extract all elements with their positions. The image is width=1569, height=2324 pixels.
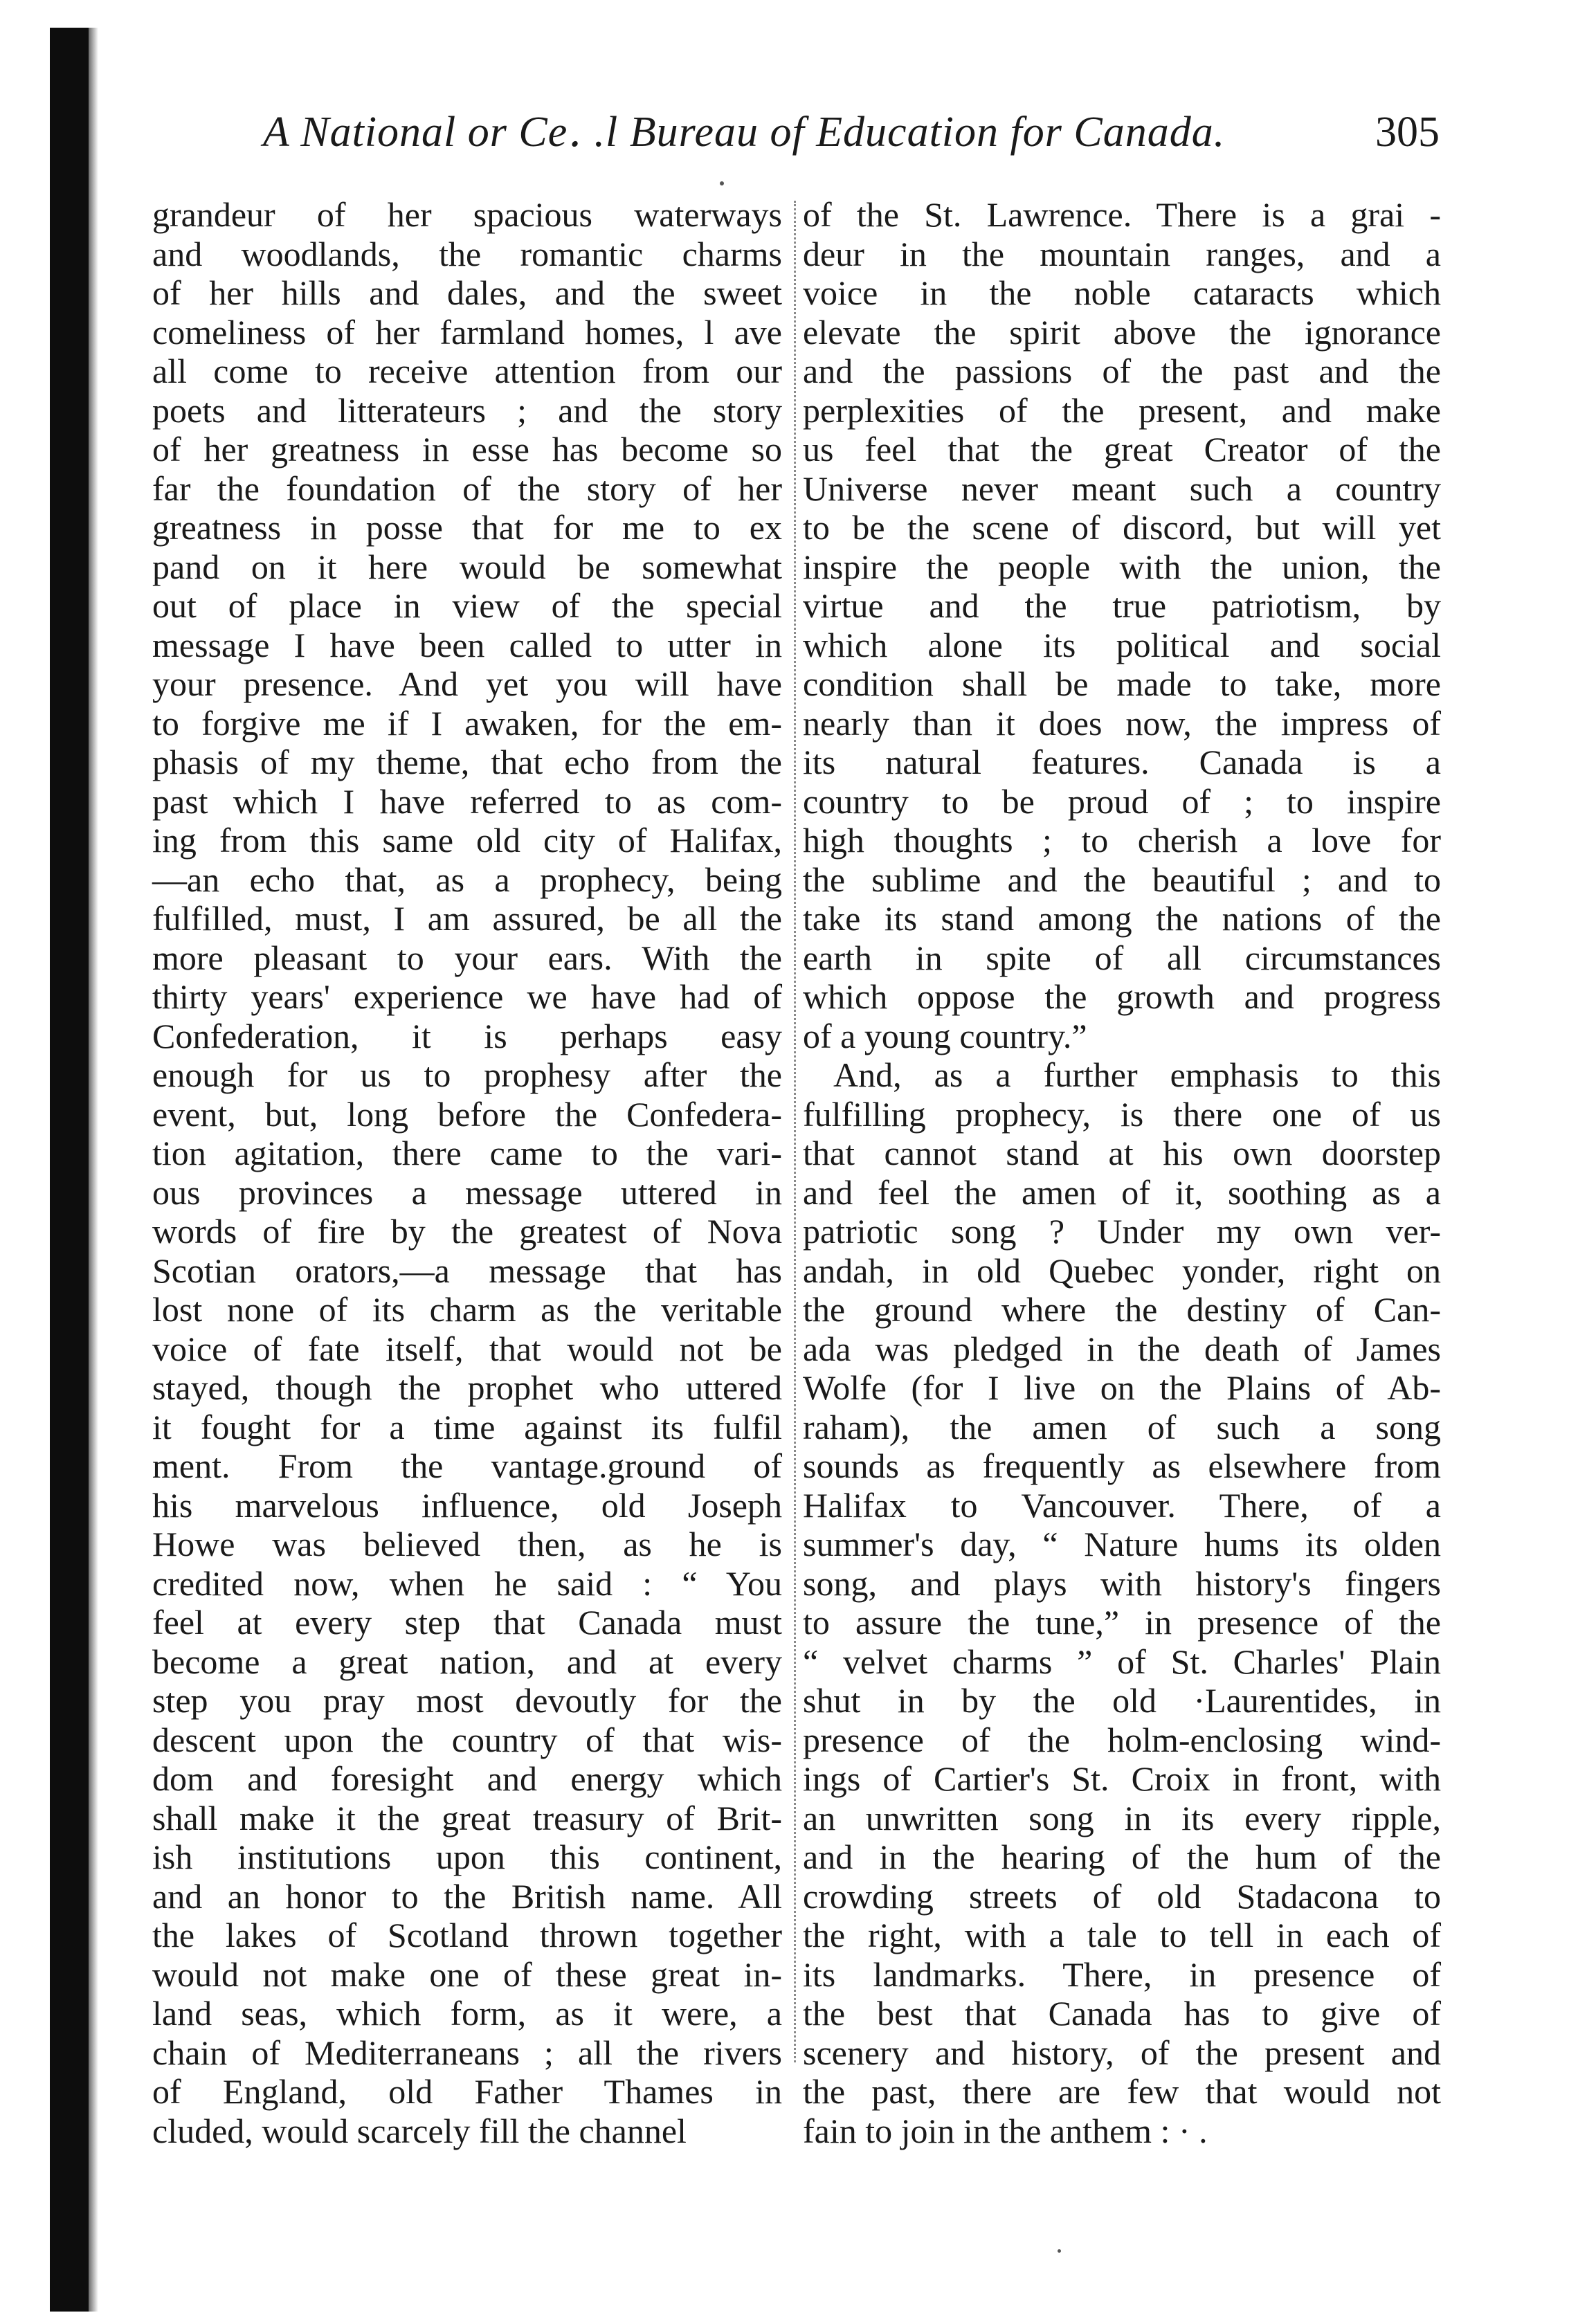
print-speck xyxy=(720,181,724,185)
text-line: fain to join in the anthem : · . xyxy=(803,2111,1208,2150)
text-line: its natural features. Canada is a xyxy=(803,743,1441,781)
text-line: words of fire by the greatest of Nova xyxy=(152,1212,782,1251)
text-line: to be the scene of discord, but will yet xyxy=(803,508,1441,547)
text-line: would not make one of these great in- xyxy=(152,1954,782,1994)
text-line: Halifax to Vancouver. There, of a xyxy=(803,1485,1441,1525)
text-line: far the foundation of the story of her xyxy=(152,469,782,508)
text-line: chain of Mediterraneans ; all the rivers xyxy=(152,2033,782,2072)
text-line: virtue and the true patriotism, by xyxy=(803,586,1441,625)
text-line: which alone its political and social xyxy=(803,625,1441,664)
text-line: voice of fate itself, that would not be xyxy=(152,1329,782,1368)
text-line: presence of the holm-enclosing wind- xyxy=(803,1720,1441,1759)
text-line: perplexities of the present, and make xyxy=(803,390,1441,430)
text-line: to forgive me if I awaken, for the em- xyxy=(152,703,782,743)
text-line: us feel that the great Creator of the xyxy=(803,430,1441,469)
right-text-column xyxy=(803,195,1441,2150)
text-line: of a young country.” xyxy=(803,1016,1087,1055)
running-title: A National or Ce․ .l Bureau of Education for Canada. xyxy=(263,109,1226,156)
text-line: deur in the mountain ranges, and a xyxy=(803,234,1441,273)
text-line: fulfilling prophecy, is there one of us xyxy=(803,1094,1441,1134)
text-line: greatness in posse that for me to ex xyxy=(152,508,782,547)
text-line: lost none of its charm as the veritable xyxy=(152,1290,782,1329)
text-line: song, and plays with history's fingers xyxy=(803,1563,1441,1603)
text-line: become a great nation, and at every xyxy=(152,1642,782,1681)
text-line: and an honor to the British name. All xyxy=(152,1876,782,1916)
print-speck xyxy=(1058,2249,1061,2253)
text-line: step you pray most devoutly for the xyxy=(152,1681,782,1720)
text-line: the past, there are few that would not xyxy=(803,2072,1441,2111)
text-line: And, as a further emphasis to this xyxy=(833,1055,1441,1094)
text-line: high thoughts ; to cherish a love for xyxy=(803,821,1441,860)
text-line: grandeur of her spacious waterways xyxy=(152,195,782,234)
text-line: dom and foresight and energy which xyxy=(152,1759,782,1798)
text-line: fulfilled, must, I am assured, be all the xyxy=(152,899,782,938)
left-text-column xyxy=(152,195,782,2150)
text-line: nearly than it does now, the impress of xyxy=(803,703,1441,743)
text-line: shall make it the great treasury of Brit- xyxy=(152,1798,782,1837)
text-line: stayed, though the prophet who uttered xyxy=(152,1368,782,1407)
text-line: credited now, when he said : “ You xyxy=(152,1563,782,1603)
text-line: and in the hearing of the hum of the xyxy=(803,1837,1441,1876)
text-line: earth in spite of all circumstances xyxy=(803,938,1441,977)
page-binding-edge xyxy=(50,28,89,2312)
text-line: it fought for a time against its fulfil xyxy=(152,1407,782,1446)
text-line: of her greatness in esse has become so xyxy=(152,430,782,469)
text-line: the best that Canada has to give of xyxy=(803,1994,1441,2033)
text-line: Scotian orators,—a message that has xyxy=(152,1251,782,1290)
text-line: an unwritten song in its every ripple, xyxy=(803,1798,1441,1837)
text-line: condition shall be made to take, more xyxy=(803,664,1441,703)
text-line: “ velvet charms ” of St. Charles' Plain xyxy=(803,1642,1441,1681)
text-line: thirty years' experience we have had of xyxy=(152,977,782,1016)
text-line: land seas, which form, as it were, a xyxy=(152,1994,782,2033)
text-line: its landmarks. There, in presence of xyxy=(803,1954,1441,1994)
text-line: comeliness of her farmland homes, l ave xyxy=(152,312,782,352)
text-line: summer's day, “ Nature hums its olden xyxy=(803,1525,1441,1563)
text-line: poets and litterateurs ; and the story xyxy=(152,390,782,430)
text-line: message I have been called to utter in xyxy=(152,625,782,664)
text-line: —an echo that, as a prophecy, being xyxy=(152,860,782,899)
text-line: Howe was believed then, as he is xyxy=(152,1525,782,1563)
text-line: crowding streets of old Stadacona to xyxy=(803,1876,1441,1916)
text-line: out of place in view of the special xyxy=(152,586,782,625)
text-line: ous provinces a message uttered in xyxy=(152,1172,782,1212)
page-number: 305 xyxy=(1375,109,1440,156)
text-line: elevate the spirit above the ignorance xyxy=(803,312,1441,352)
text-line: country to be proud of ; to inspire xyxy=(803,781,1441,821)
text-line: his marvelous influence, old Joseph xyxy=(152,1485,782,1525)
text-line: phasis of my theme, that echo from the xyxy=(152,743,782,781)
text-line: to assure the tune,” in presence of the xyxy=(803,1603,1441,1642)
text-line: more pleasant to your ears. With the xyxy=(152,938,782,977)
text-line: inspire the people with the union, the xyxy=(803,547,1441,586)
text-line: and feel the amen of it, soothing as a xyxy=(803,1172,1441,1212)
text-line: Universe never meant such a country xyxy=(803,469,1441,508)
column-divider xyxy=(794,201,796,2062)
text-line: sounds as frequently as elsewhere from xyxy=(803,1446,1441,1485)
text-line: which oppose the growth and progress xyxy=(803,977,1441,1016)
text-line: voice in the noble cataracts which xyxy=(803,273,1441,312)
text-line: that cannot stand at his own doorstep xyxy=(803,1134,1441,1172)
text-line: and the passions of the past and the xyxy=(803,352,1441,390)
text-line: Confederation, it is perhaps easy xyxy=(152,1016,782,1055)
running-header xyxy=(263,101,1440,163)
text-line: take its stand among the nations of the xyxy=(803,899,1441,938)
text-line: enough for us to prophesy after the xyxy=(152,1055,782,1094)
text-line: tion agitation, there came to the vari- xyxy=(152,1134,782,1172)
text-line: of her hills and dales, and the sweet xyxy=(152,273,782,312)
text-line: patriotic song ? Under my own ver- xyxy=(803,1212,1441,1251)
text-line: cluded, would scarcely fill the channel xyxy=(152,2111,687,2150)
text-line: the right, with a tale to tell in each of xyxy=(803,1916,1441,1954)
text-line: event, but, long before the Confedera- xyxy=(152,1094,782,1134)
text-line: ada was pledged in the death of James xyxy=(803,1329,1441,1368)
text-line: of the St. Lawrence. There is a grai - xyxy=(803,195,1441,234)
text-line: ing from this same old city of Halifax, xyxy=(152,821,782,860)
text-line: all come to receive attention from our xyxy=(152,352,782,390)
text-line: the lakes of Scotland thrown together xyxy=(152,1916,782,1954)
text-line: and woodlands, the romantic charms xyxy=(152,234,782,273)
text-line: ment. From the vantage.ground of xyxy=(152,1446,782,1485)
text-line: your presence. And yet you will have xyxy=(152,664,782,703)
text-line: feel at every step that Canada must xyxy=(152,1603,782,1642)
text-line: the ground where the destiny of Can- xyxy=(803,1290,1441,1329)
text-line: the sublime and the beautiful ; and to xyxy=(803,860,1441,899)
text-line: descent upon the country of that wis- xyxy=(152,1720,782,1759)
text-line: pand on it here would be somewhat xyxy=(152,547,782,586)
text-line: ish institutions upon this continent, xyxy=(152,1837,782,1876)
text-line: shut in by the old ·Laurentides, in xyxy=(803,1681,1441,1720)
text-line: scenery and history, of the present and xyxy=(803,2033,1441,2072)
text-line: ings of Cartier's St. Croix in front, with xyxy=(803,1759,1441,1798)
text-line: past which I have referred to as com- xyxy=(152,781,782,821)
text-line: Wolfe (for I live on the Plains of Ab- xyxy=(803,1368,1441,1407)
text-line: raham), the amen of such a song xyxy=(803,1407,1441,1446)
text-line: of England, old Father Thames in xyxy=(152,2072,782,2111)
text-line: andah, in old Quebec yonder, right on xyxy=(803,1251,1441,1290)
